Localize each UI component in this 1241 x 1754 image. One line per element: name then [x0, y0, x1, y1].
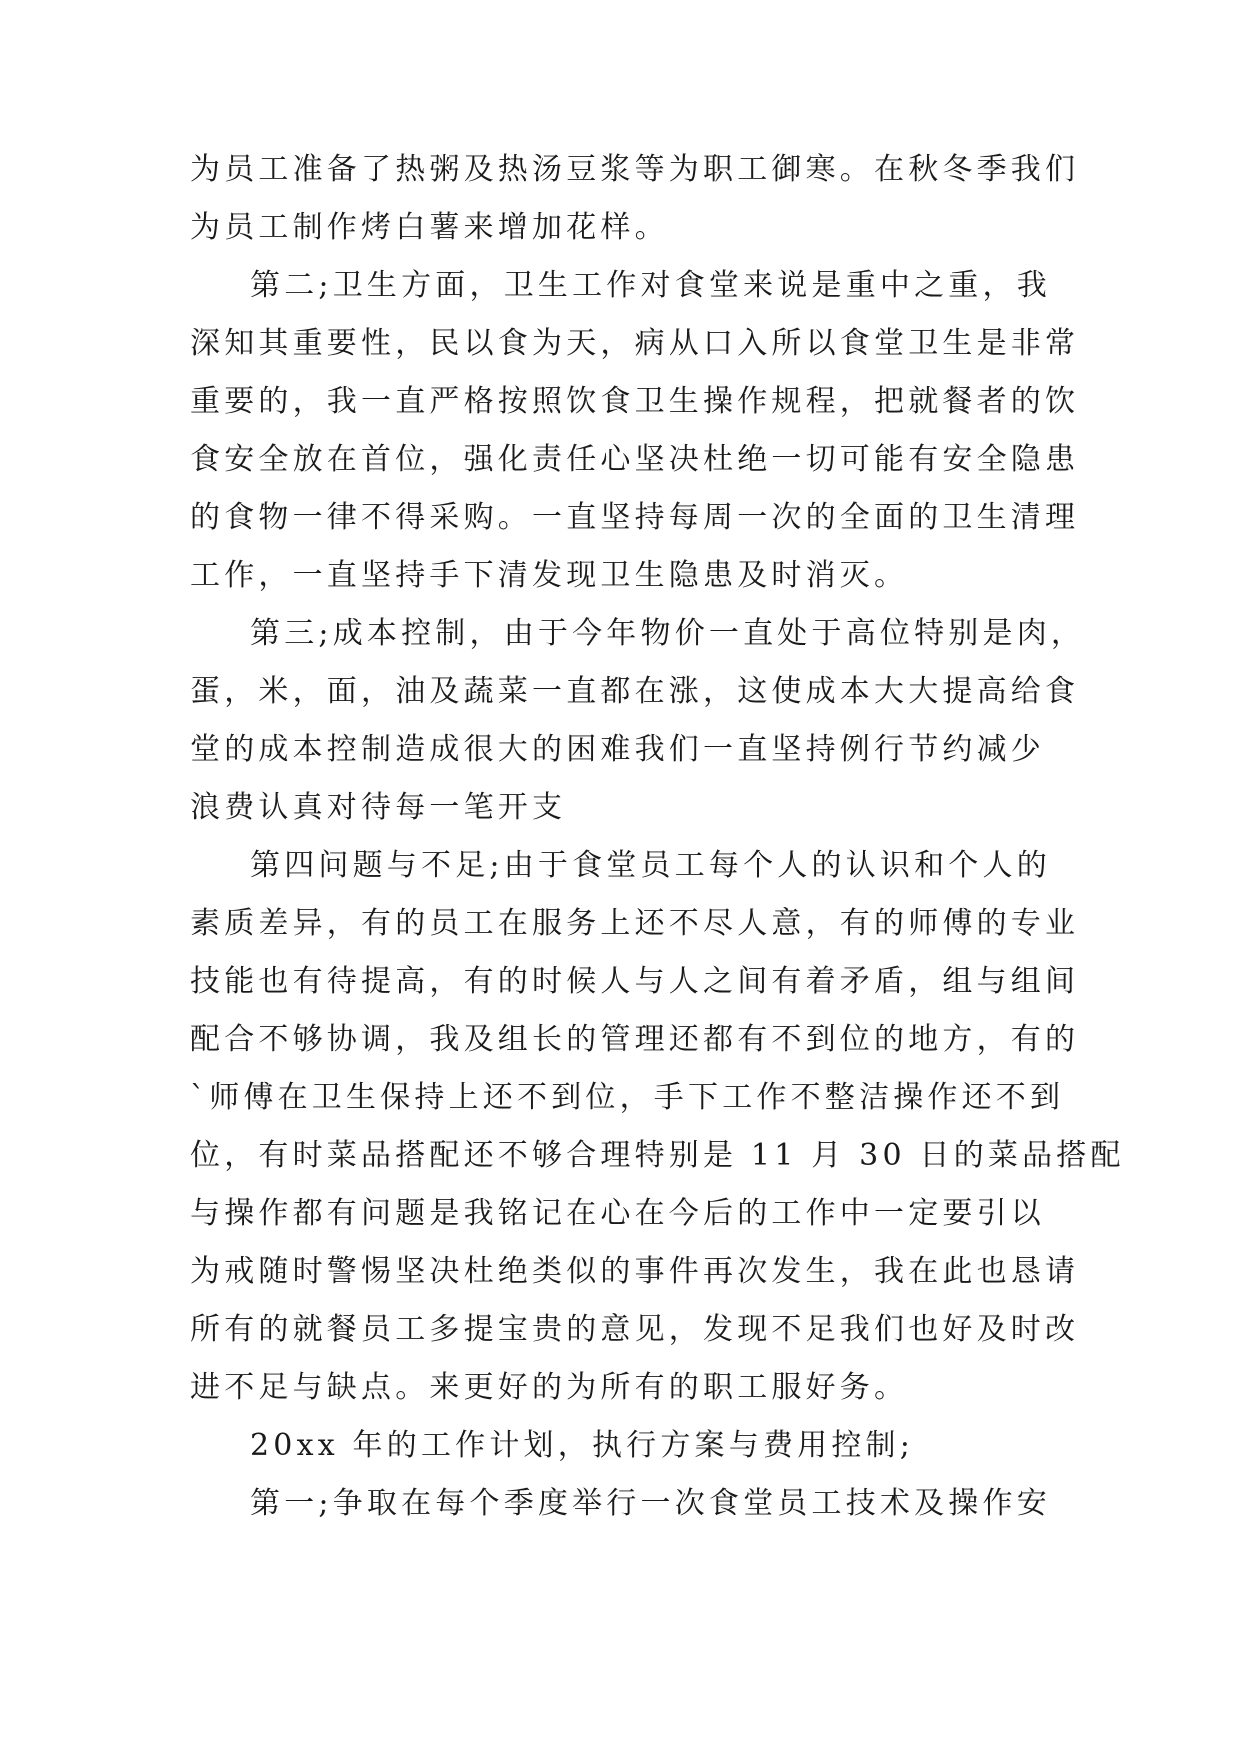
text-line: 重要的，我一直严格按照饮食卫生操作规程，把就餐者的饮: [190, 384, 1080, 419]
text-line: 工作，一直坚持手下清发现卫生隐患及时消灭。: [190, 558, 909, 593]
paragraph-start-line: 第二;卫生方面，卫生工作对食堂来说是重中之重，我: [250, 268, 1051, 303]
paragraph-start-line: 第四问题与不足;由于食堂员工每个人的认识和个人的: [250, 848, 1051, 883]
paragraph-start-line: 第三;成本控制，由于今年物价一直处于高位特别是肉，: [250, 616, 1086, 651]
text-line: 蛋，米，面，油及蔬菜一直都在涨，这使成本大大提高给食: [190, 674, 1080, 709]
text-line: 位，有时菜品搭配还不够合理特别是 11 月 30 日的菜品搭配: [190, 1138, 1125, 1173]
text-line: 技能也有待提高，有的时候人与人之间有着矛盾，组与组间: [190, 964, 1080, 999]
text-line: 所有的就餐员工多提宝贵的意见，发现不足我们也好及时改: [190, 1312, 1080, 1347]
text-line: 进不足与缺点。来更好的为所有的职工服好务。: [190, 1370, 909, 1405]
text-line: 为戒随时警惕坚决杜绝类似的事件再次发生，我在此也恳请: [190, 1254, 1080, 1289]
paragraph-start-line: 第一;争取在每个季度举行一次食堂员工技术及操作安: [250, 1486, 1051, 1521]
text-line: 与操作都有问题是我铭记在心在今后的工作中一定要引以: [190, 1196, 1045, 1231]
text-line: 食安全放在首位，强化责任心坚决杜绝一切可能有安全隐患: [190, 442, 1080, 477]
text-line: `师傅在卫生保持上还不到位，手下工作不整洁操作还不到: [190, 1080, 1065, 1115]
text-line: 为员工制作烤白薯来增加花样。: [190, 210, 669, 245]
text-line: 素质差异，有的员工在服务上还不尽人意，有的师傅的专业: [190, 906, 1080, 941]
text-line: 配合不够协调，我及组长的管理还都有不到位的地方，有的: [190, 1022, 1080, 1057]
text-line: 堂的成本控制造成很大的困难我们一直坚持例行节约减少: [190, 732, 1045, 767]
text-line: 浪费认真对待每一笔开支: [190, 790, 567, 825]
paragraph-start-line: 20xx 年的工作计划，执行方案与费用控制;: [250, 1428, 915, 1463]
text-line: 深知其重要性，民以食为天，病从口入所以食堂卫生是非常: [190, 326, 1080, 361]
text-line: 为员工准备了热粥及热汤豆浆等为职工御寒。在秋冬季我们: [190, 152, 1080, 187]
text-line: 的食物一律不得采购。一直坚持每周一次的全面的卫生清理: [190, 500, 1080, 535]
